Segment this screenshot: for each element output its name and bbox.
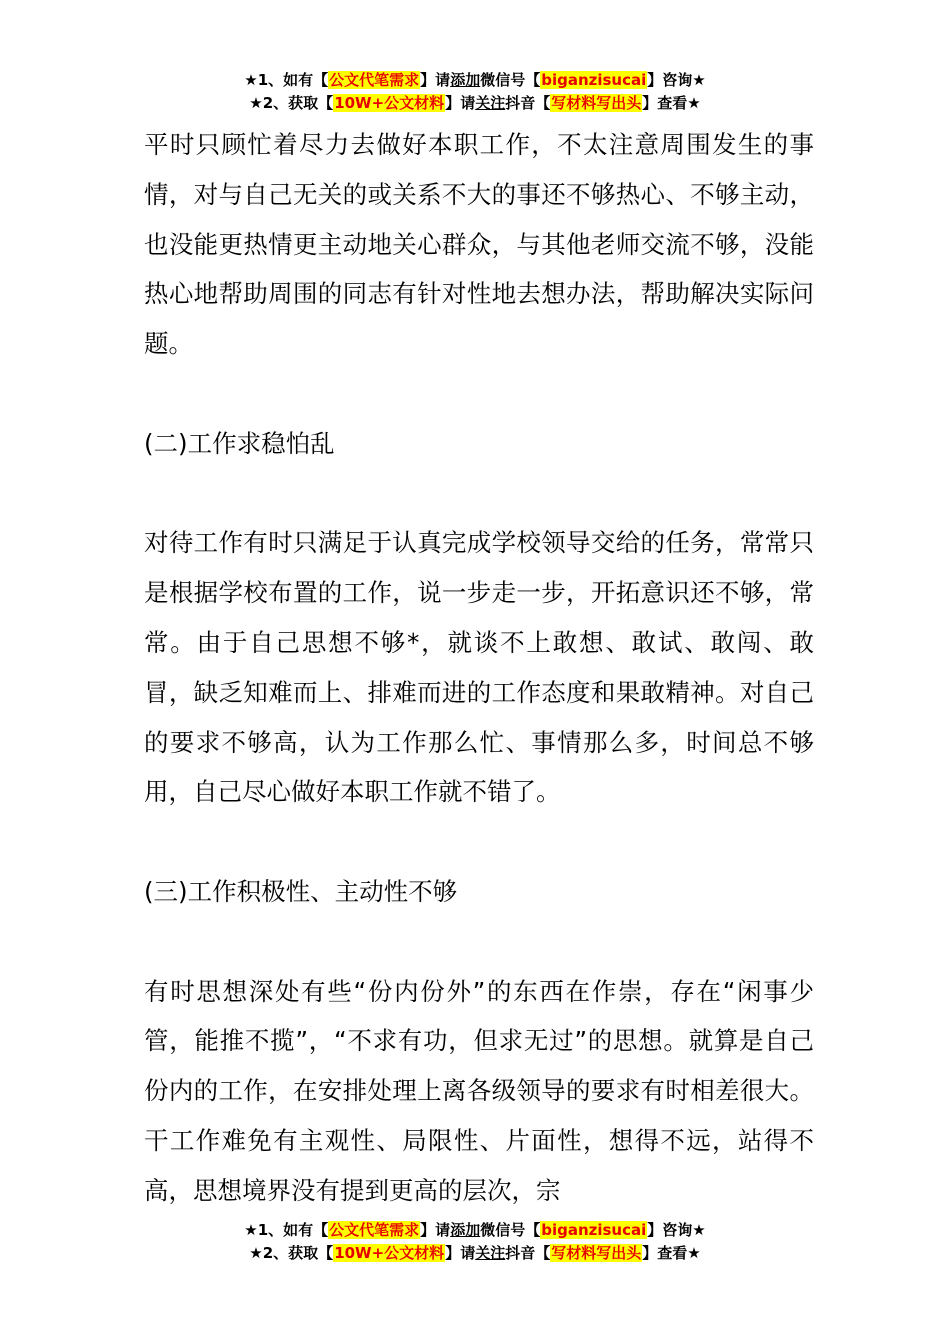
banner-text: 抖音【 [505, 1244, 551, 1262]
banner-underlined: 关注 [475, 1244, 506, 1262]
banner-text: 】查看★ [642, 94, 701, 112]
banner-text: ★1、如有【 [244, 1221, 329, 1239]
paragraph-gap [144, 817, 814, 867]
footer-banner [0, 1219, 950, 1265]
header-banner [0, 69, 950, 115]
paragraph-gap [144, 369, 814, 419]
paragraph-gap [144, 917, 814, 967]
banner-underlined: 关注 [475, 94, 506, 112]
banner-text: 抖音【 [505, 94, 551, 112]
banner-text: 】请 [445, 1244, 476, 1262]
banner-underlined: 添加 [450, 71, 481, 89]
banner-douyin-id: 写材料写出头 [551, 94, 642, 112]
banner-text: 微信号【 [480, 1221, 541, 1239]
banner-wechat-id: biganzisucai [541, 71, 647, 89]
banner-line-2 [0, 1242, 950, 1265]
paragraph-3: 有时思想深处有些“份内份外”的东西在作崇，存在“闲事少管，能推不揽”，“不求有功，但求无过”的思想。就算是自己份内的工作，在安排处理上离各级领导的要求有时相差很大。干工作难免有主观性、局限性、片面性，想得不远，站得不高，思想境界没有提到更高的层次，宗 [144, 976, 814, 1205]
section-heading-2: (二)工作求稳怕乱 [144, 428, 335, 458]
banner-wechat-id: biganzisucai [541, 1221, 647, 1239]
banner-text: 】请 [420, 1221, 451, 1239]
section-heading-3: (三)工作积极性、主动性不够 [144, 876, 458, 906]
banner-highlight: 10W+公文材料 [334, 1244, 445, 1262]
banner-text: ★1、如有【 [244, 71, 329, 89]
banner-line-1 [0, 69, 950, 92]
banner-highlight: 10W+公文材料 [334, 94, 445, 112]
banner-text: ★2、获取【 [249, 94, 334, 112]
banner-text: 】请 [420, 71, 451, 89]
banner-text: 】请 [445, 94, 476, 112]
banner-line-1 [0, 1219, 950, 1242]
banner-text: ★2、获取【 [249, 1244, 334, 1262]
paragraph-2: 对待工作有时只满足于认真完成学校领导交给的任务，常常只是根据学校布置的工作，说一步走一步，开拓意识还不够，常常。由于自己思想不够*，就谈不上敢想、敢试、敢闯、敢冒，缺乏知难而上、排难而进的工作态度和果敢精神。对自己的要求不够高，认为工作那么忙、事情那么多，时间总不够用，自己尽心做好本职工作就不错了。 [144, 528, 814, 807]
banner-text: 】查看★ [642, 1244, 701, 1262]
banner-highlight: 公文代笔需求 [329, 1221, 420, 1239]
banner-text: 】咨询★ [647, 1221, 706, 1239]
banner-text: 】咨询★ [647, 71, 706, 89]
banner-douyin-id: 写材料写出头 [551, 1244, 642, 1262]
document-body [144, 120, 814, 1216]
paragraph-gap [144, 469, 814, 519]
banner-text: 微信号【 [480, 71, 541, 89]
paragraph-1: 平时只顾忙着尽力去做好本职工作，不太注意周围发生的事情，对与自己无关的或关系不大的事还不够热心、不够主动，也没能更热情更主动地关心群众，与其他老师交流不够，没能热心地帮助周围的同志有针对性地去想办法，帮助解决实际问题。 [144, 130, 814, 359]
banner-highlight: 公文代笔需求 [329, 71, 420, 89]
banner-line-2 [0, 92, 950, 115]
banner-underlined: 添加 [450, 1221, 481, 1239]
